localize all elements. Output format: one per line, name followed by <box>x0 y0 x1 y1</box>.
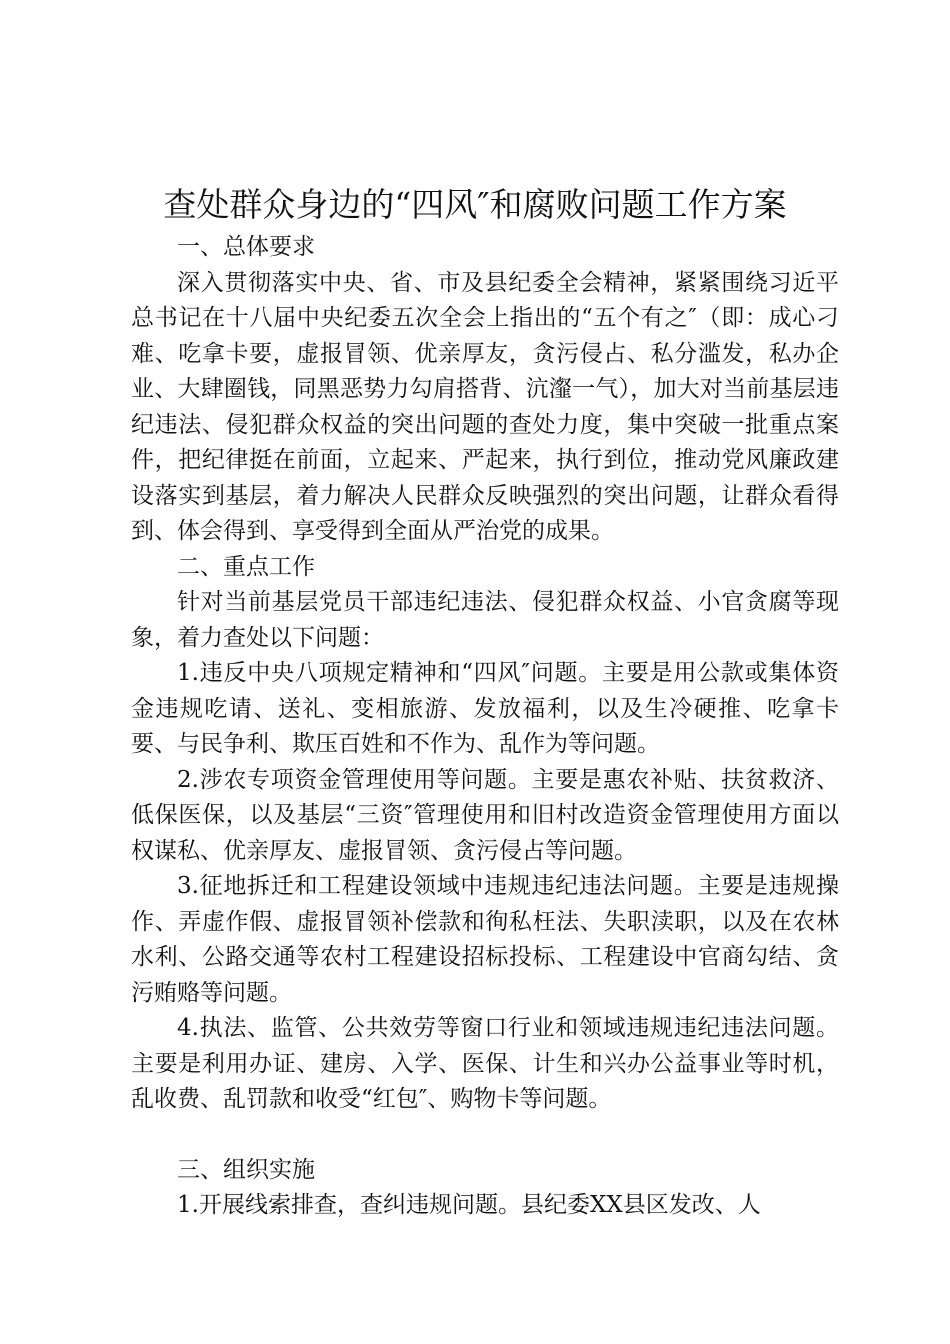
list-item: 3.征地拆迁和工程建设领域中违规违纪违法问题。主要是违规操作、弄虚作假、虚报冒领补偿款和徇私枉法、失职渎职，以及在农林水利、公路交通等农村工程建设招标投标、工程建设中官商勾结、贪污贿赂等问题。 <box>131 873 839 1006</box>
body-paragraph: 针对当前基层党员干部违纪违法、侵犯群众权益、小官贪腐等现象，着力查处以下问题： <box>131 589 839 651</box>
list-item: 1.违反中央八项规定精神和“四风″问题。主要是用公款或集体资金违规吃请、送礼、变相旅游、发放福利，以及生冷硬推、吃拿卡要、与民争利、欺压百姓和不作为、乱作为等问题。 <box>131 660 839 757</box>
document-title: 查处群众身边的“四风″和腐败问题工作方案 <box>163 185 787 224</box>
paragraph-gap <box>131 1118 839 1153</box>
list-item: 2.涉农专项资金管理使用等问题。主要是惠农补贴、扶贫救济、低保医保，以及基层“三资″管理使用和旧村改造资金管理使用方面以权谋私、优亲厚友、虚报冒领、贪污侵占等问题。 <box>131 766 839 864</box>
section-heading-3: 三、组织实施 <box>177 1156 315 1183</box>
section-heading-1: 一、总体要求 <box>177 234 315 260</box>
body-paragraph: 深入贯彻落实中央、省、市及县纪委全会精神，紧紧围绕习近平总书记在十八届中央纪委五次全会上指出的“五个有之″（即：成心刁难、吃拿卡要，虚报冒领、优亲厚友，贪污侵占、私分滥发，私办企业、大肆圈钱，同黑恶势力勾肩搭背、沆瀣一气），加大对当前基层违纪违法、侵犯群众权益的突出问题的查处力度，集中突破一批重点案件，把纪律挺在前面，立起来、严起来，执行到位，推动党风廉政建设落实到基层，着力解决人民群众反映强烈的突出问题，让群众看得到、体会得到、享受得到全面从严治党的成果。 <box>131 269 839 544</box>
list-item: 4.执法、监管、公共效劳等窗口行业和领域违规违纪违法问题。主要是利用办证、建房、入学、医保、计生和兴办公益事业等时机，乱收费、乱罚款和收受“红包″、购物卡等问题。 <box>131 1015 839 1112</box>
document-body <box>131 230 839 1224</box>
section-heading-2: 二、重点工作 <box>177 553 315 580</box>
list-item: 1.开展线索排查，查纠违规问题。县纪委XX县区发改、人 <box>177 1192 761 1218</box>
